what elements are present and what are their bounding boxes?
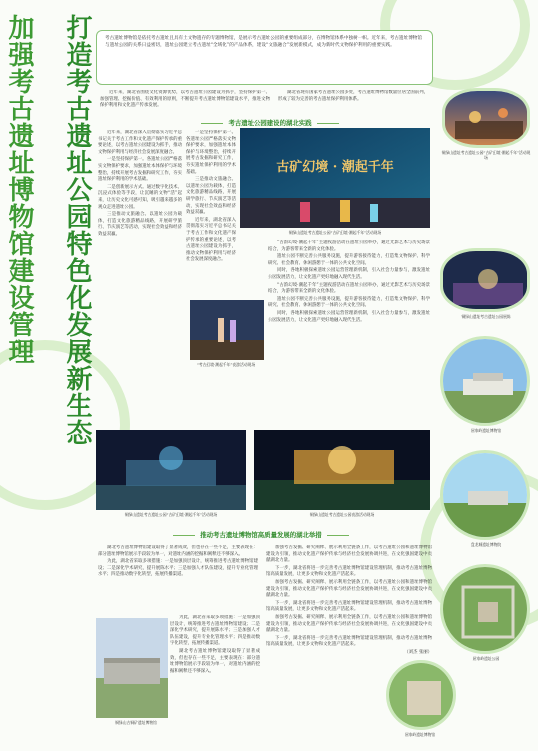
- photo-5-caption: 铜绿山遗址考古遗址公园夜游活动现场: [309, 512, 375, 517]
- photo-4: [96, 430, 246, 510]
- circle-photo-4: [440, 450, 530, 540]
- circle-caption-3: 屈家岭遗址博物馆: [470, 428, 502, 433]
- photo-5: [254, 430, 430, 510]
- main-title: 打造考古遗址公园特色化发展新生态: [62, 14, 92, 446]
- section-1-title: 考古遗址公园建设的湖北实践: [110, 118, 430, 127]
- banner-photo: [240, 128, 430, 228]
- bottom-circle-caption: 屈家岭遗址博物馆: [404, 732, 436, 737]
- photo-4-caption: 铜绿山遗址考古遗址公园“古矿幻境·潮起千年”活动现场: [124, 512, 218, 517]
- circle-photo-1: [442, 88, 530, 148]
- section-1-text-mid: 一是坚持保护第一。各遗址公园严格落实文物保护要求，加强遗址本体保护与环境整治，持续开展考古发掘和研究工作，夯实遗址保护利用的学术基础。 三是推动文旅融合。以遗址公园为载体，打造文化旅游精品线路，开展研学旅行、节庆演艺等活动，实现社会效益和经济效益双赢。 近年来，湖北省深入贯彻落实习近平总书记关于考古工作和文化遗产保护传承的重要论述，以考古遗址公园建设为抓手，推动文物保护利用与经济社会发展深度融合。: [186, 130, 236, 263]
- author-credit: （刘杰 张丽）: [404, 649, 432, 655]
- section-1-text-left: 近年来，湖北省深入贯彻落实习近平总书记关于考古工作和文化遗产保护传承的重要论述，以考古遗址公园建设为抓手，推动文物保护利用与经济社会发展深度融合。 一是坚持保护第一。各遗址公园严格落实文物保护要求，加强遗址本体保护与环境整治，持续开展考古发掘和研究工作，夯实遗址保护利用的学术基础。 二是创新展示方式。通过数字化技术、沉浸式体验等手段，让沉睡的文物“活”起来，让历史文化可感可知，吸引越来越多的观众走进遗址公园。 三是推动文旅融合。以遗址公园为载体，打造文化旅游精品线路，开展研学旅行、节庆演艺等活动，实现社会效益和经济效益双赢。: [98, 130, 182, 237]
- section-2-text-right: 加强考古发掘、研究阐释、展示利用全链条工作，以考古遗址公园和遗址博物馆建设为引领，推动文化遗产保护传承与经济社会发展协调共进，在文化强国建设中贡献湖北力量。 下一步，湖北省将进一步完善考古遗址博物馆建设管理机制，推动考古遗址博物馆高质量发展，让更多文物和文化遗产活起来。 加强考古发掘、研究阐释、展示利用全链条工作，以考古遗址公园和遗址博物馆建设为引领，推动文化遗产保护传承与经济社会发展协调共进，在文化强国建设中贡献湖北力量。 下一步，湖北省将进一步完善考古遗址博物馆建设管理机制，推动考古遗址博物馆高质量发展，让更多文物和文化遗产活起来。 加强考古发掘、研究阐释、展示利用全链条工作，以考古遗址公园和遗址博物馆建设为引领，推动文化遗产保护传承与经济社会发展协调共进，在文化强国建设中贡献湖北力量。 下一步，湖北省将进一步完善考古遗址博物馆建设管理机制，推动考古遗址博物馆高质量发展，让更多文物和文化遗产活起来。 （刘杰 张丽）: [266, 545, 432, 655]
- section-2-text-left: 湖北考古遗址博物馆建设取得了显著成效，但也存在一些不足，主要表现在：部分遗址博物馆展示手段较为单一，对遗址内涵的挖掘和阐释还不够深入。 为此，湖北省采取多项措施：一是加强顶层设计，统筹推进考古遗址博物馆建设；二是深化学术研究，提升展陈水平；三是加强人才队伍建设，提升专业化管理水平；四是推动数字化转型，拓展传播渠道。: [98, 545, 258, 578]
- section-1-text-right: “古韵幻境·潮起千年”主题夜游活动在遗址公园举办，通过光影艺术与历史场景结合，为游客带来全新的文化体验。 遗址公园不断完善公共服务设施，提升游客接待能力，打造集文物保护、科学研究、社会教育、休闲游憩于一体的公共文化空间。 同时，各地积极探索遗址公园运营管理新机制，引入社会力量参与，激发遗址公园发展活力，让文化遗产更好地融入现代生活。 “古韵幻境·潮起千年”主题夜游活动在遗址公园举办，通过光影艺术与历史场景结合，为游客带来全新的文化体验。 遗址公园不断完善公共服务设施，提升游客接待能力，打造集文物保护、科学研究、社会教育、休闲游憩于一体的公共文化空间。 同时，各地积极探索遗址公园运营管理新机制，引入社会力量参与，激发遗址公园发展活力，让文化遗产更好地融入现代生活。: [268, 240, 430, 323]
- photo-6: [96, 618, 168, 718]
- circle-caption-2: 铜绿山遗址考古遗址公园展陈: [461, 314, 511, 319]
- photo-2-caption: 铜绿山遗址考古遗址公园“古矿幻境·潮起千年”活动现场: [288, 230, 382, 235]
- photo-6-caption: 铜绿山古铜矿遗址博物馆: [115, 720, 157, 725]
- photo-1-caption: “考古幻境·潮起千年”夜游活动现场: [196, 362, 256, 367]
- circle-caption-4: 盘龙城遗址博物院: [470, 542, 502, 547]
- circle-photo-3: [440, 336, 530, 426]
- section-2-text-mid: 为此，湖北省采取多项措施：一是加强顶层设计，统筹推进考古遗址博物馆建设；二是深化学术研究，提升展陈水平；三是加强人才队伍建设，提升专业化管理水平；四是推动数字化转型，拓展传播渠道。 湖北考古遗址博物馆建设取得了显著成效，但也存在一些不足，主要表现在：部分遗址博物馆展示手段较为单一，对遗址内涵的挖掘和阐释还不够深入。: [170, 615, 260, 674]
- top-text-right: 湖北省现有国家考古遗址公园多处，考古遗址博物馆数量位居全国前列，形成了较为完善的考古遗址保护利用体系。: [278, 90, 428, 102]
- banner-text: 古矿幻境 · 潮起千年: [276, 160, 394, 175]
- circle-caption-5: 屈家岭遗址公园: [472, 656, 500, 661]
- bottom-circle-photo: [386, 660, 456, 730]
- top-text-left: 近年来，湖北省围绕文化资源优势，以考古遗址公园建设为抓手，坚持保护第一、加强管理、挖掘价值、有效利用的原则，不断提升考古遗址博物馆建设水平，推进文物保护利用和文化遗产传承发展。: [100, 90, 270, 109]
- section-2-title: 推动考古遗址博物馆高质量发展的湖北举措: [96, 530, 426, 539]
- stage-photo: [190, 300, 264, 360]
- circle-photo-2: [440, 248, 530, 312]
- sub-title: 加强考古遗址博物馆建设管理: [4, 14, 34, 365]
- intro-box: 考古遗址博物馆是依托考古遗址且具有土文物遗存的专题博物馆，是展示考古遗址公园的重要组成部分，在博物馆体系中独树一帜。近年来，考古遗址博物馆与遗址公园的关系日益密切，遗址公园建立考古遗址“全域化”的产品体系，建设“文旅融合”发展新模式，成为新时代文物保护利用的重要实践。: [96, 30, 433, 85]
- circle-caption-1: 铜绿山遗址考古遗址公园“古矿幻境·潮起千年”活动现场: [441, 150, 531, 160]
- circle-photo-5: [440, 564, 530, 654]
